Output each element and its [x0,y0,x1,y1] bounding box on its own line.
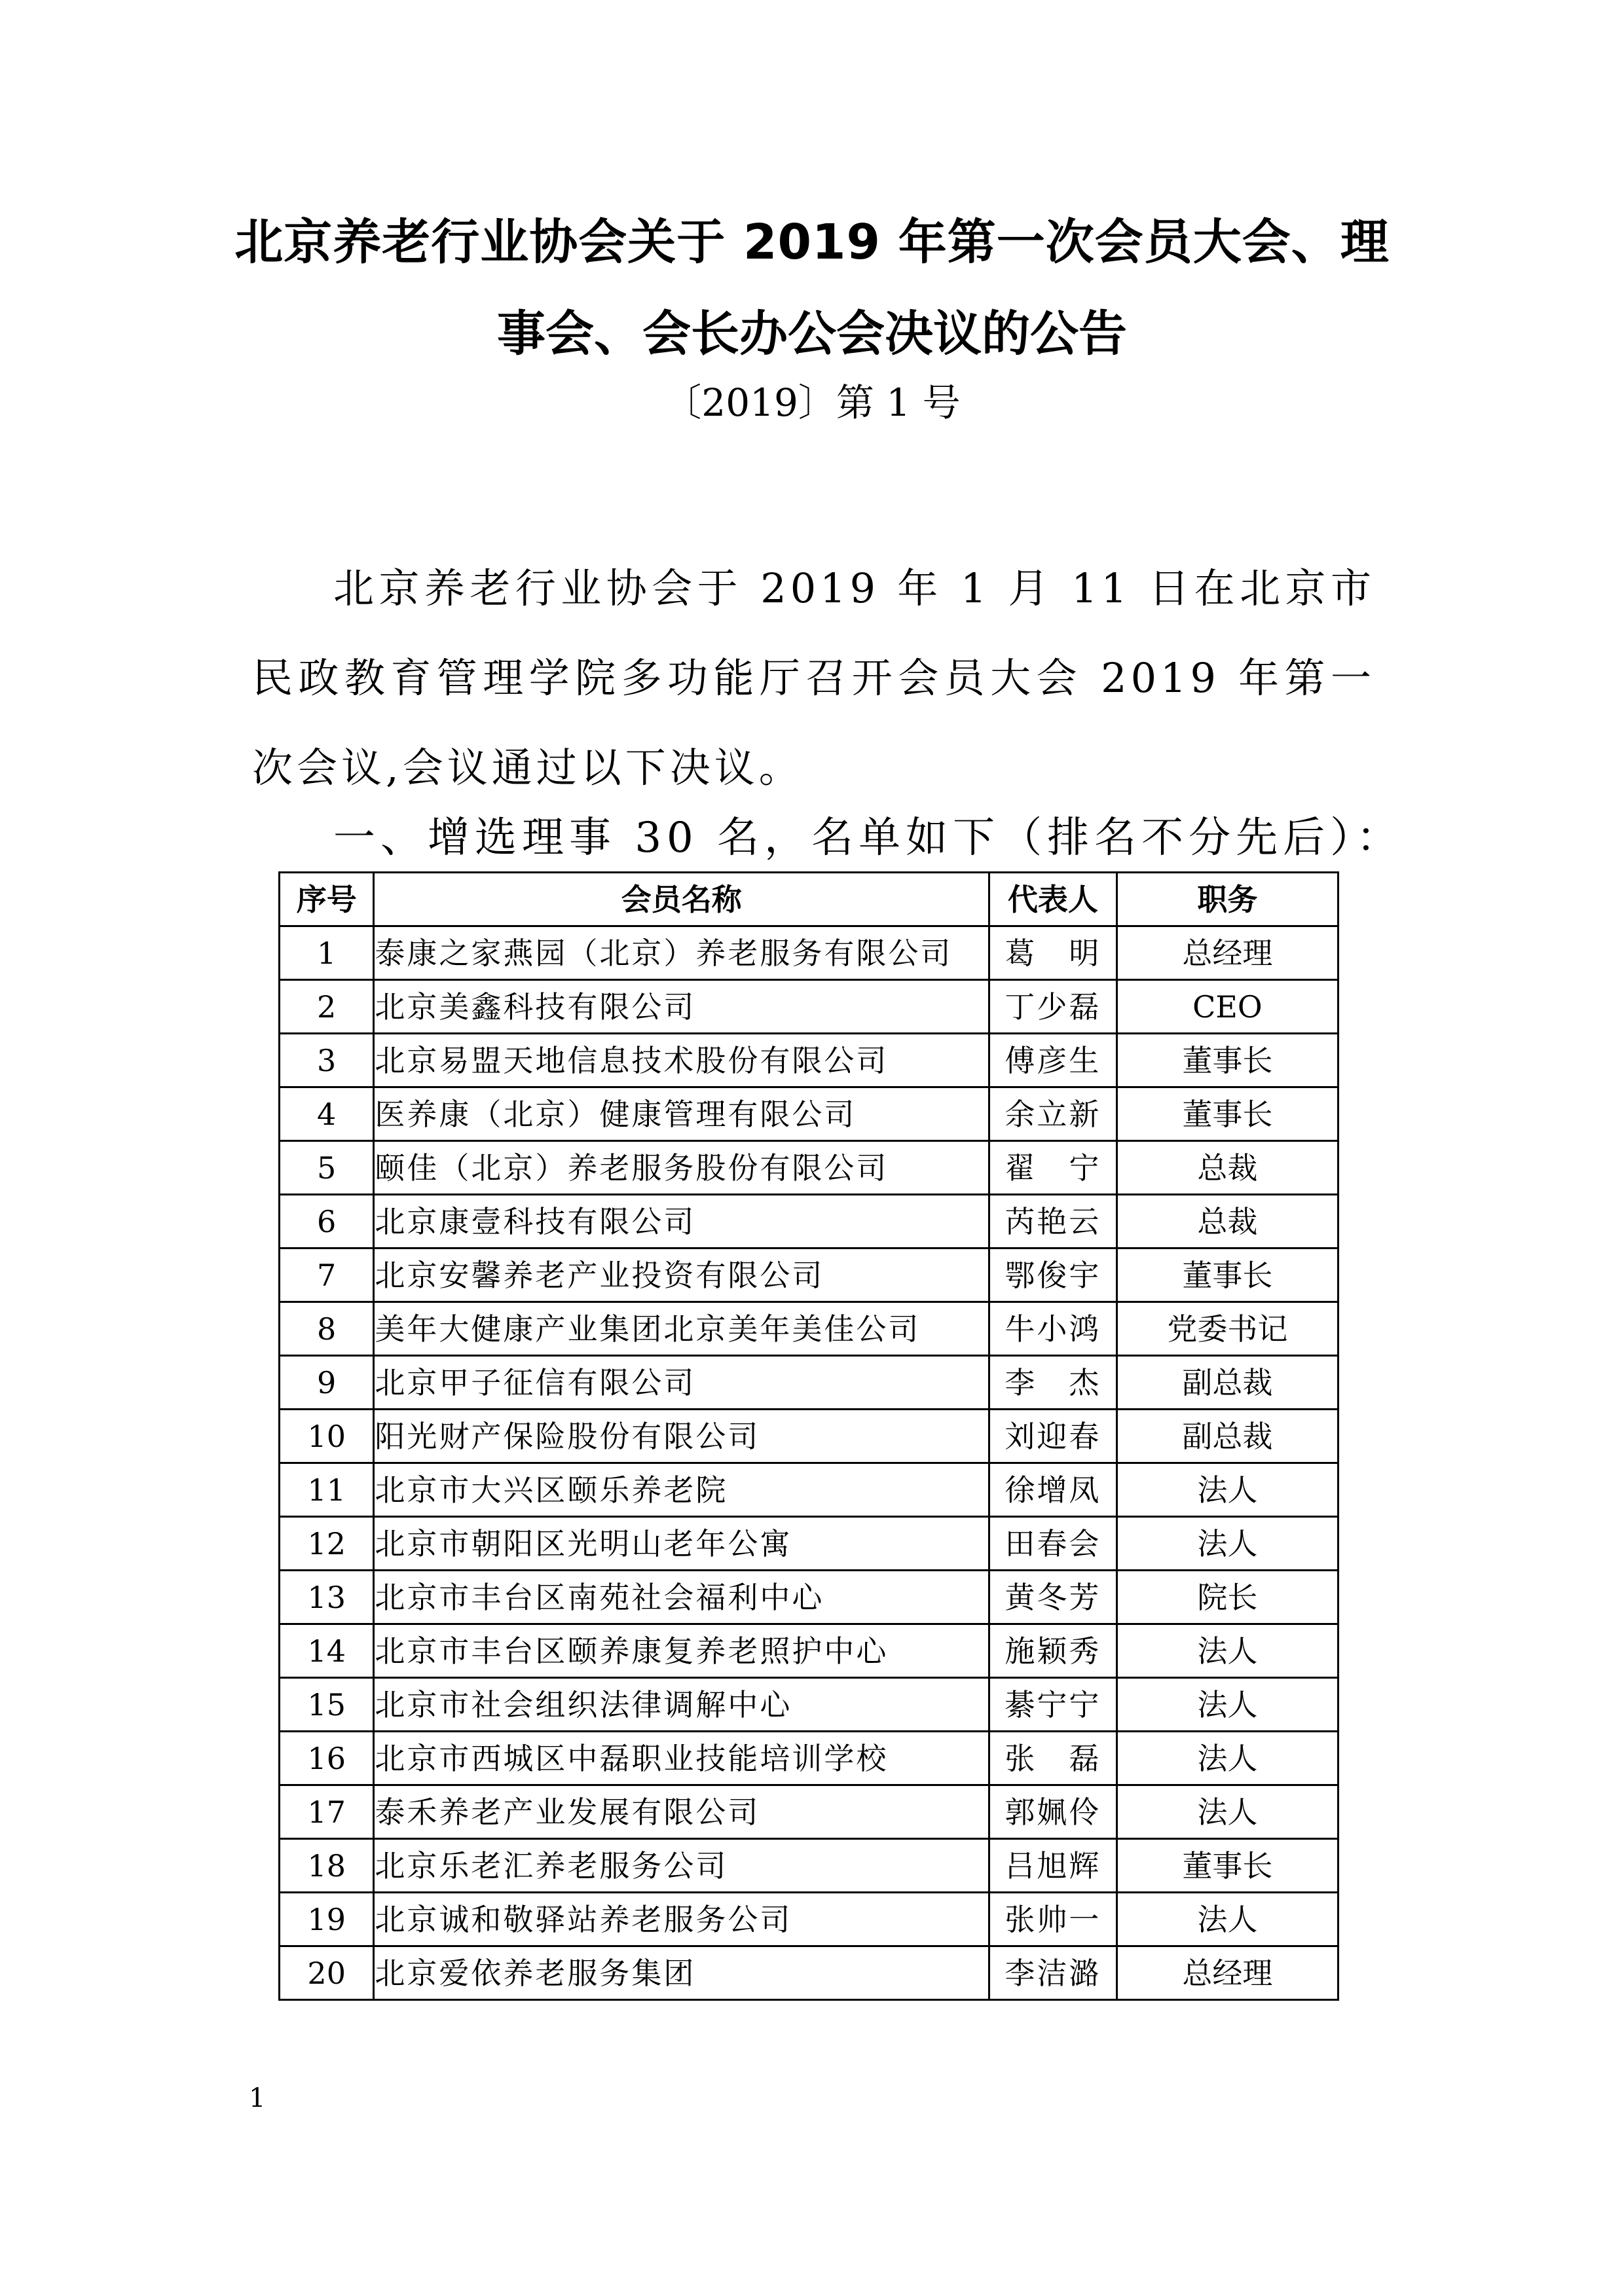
representative: 张 磊 [989,1732,1116,1785]
row-number: 15 [280,1678,374,1732]
representative: 刘迎春 [989,1410,1116,1463]
table-row [280,1087,1338,1141]
member-name: 北京易盟天地信息技术股份有限公司 [374,1034,989,1087]
position: CEO [1116,980,1338,1034]
row-number: 1 [280,926,374,980]
member-name: 泰康之家燕园（北京）养老服务有限公司 [374,926,989,980]
member-name: 北京市社会组织法律调解中心 [374,1678,989,1732]
row-number: 10 [280,1410,374,1463]
table-row [280,1571,1338,1624]
header-number: 序号 [280,873,374,926]
member-name: 北京安馨养老产业投资有限公司 [374,1248,989,1302]
position: 总裁 [1116,1141,1338,1195]
member-name: 北京市丰台区南苑社会福利中心 [374,1571,989,1624]
table-row [280,1410,1338,1463]
table-row [280,1732,1338,1785]
position: 总裁 [1116,1195,1338,1248]
member-name: 北京甲子征信有限公司 [374,1356,989,1410]
row-number: 20 [280,1946,374,2000]
member-name: 美年大健康产业集团北京美年美佳公司 [374,1302,989,1356]
member-name: 北京美鑫科技有限公司 [374,980,989,1034]
representative: 葛 明 [989,926,1116,980]
member-name: 医养康（北京）健康管理有限公司 [374,1087,989,1141]
member-name: 北京市西城区中磊职业技能培训学校 [374,1732,989,1785]
header-representative: 代表人 [989,873,1116,926]
representative: 翟 宁 [989,1141,1116,1195]
document-title [0,196,1624,380]
member-name: 北京康壹科技有限公司 [374,1195,989,1248]
member-name: 北京市大兴区颐乐养老院 [374,1463,989,1517]
position: 法人 [1116,1463,1338,1517]
title-line-1: 北京养老行业协会关于 2019 年第一次会员大会、理 [234,214,1390,270]
row-number: 18 [280,1839,374,1893]
representative: 芮艳云 [989,1195,1116,1248]
table-row [280,1517,1338,1571]
representative: 牛小鸿 [989,1302,1116,1356]
table-row [280,1302,1338,1356]
row-number: 2 [280,980,374,1034]
table-header-row [280,873,1338,926]
representative: 郭姵伶 [989,1785,1116,1839]
member-name: 颐佳（北京）养老服务股份有限公司 [374,1141,989,1195]
position: 董事长 [1116,1839,1338,1893]
member-name: 阳光财产保险股份有限公司 [374,1410,989,1463]
row-number: 14 [280,1624,374,1678]
row-number: 9 [280,1356,374,1410]
member-table [278,871,1339,2001]
row-number: 8 [280,1302,374,1356]
table-row [280,1785,1338,1839]
row-number: 11 [280,1463,374,1517]
table-row [280,1946,1338,2000]
row-number: 16 [280,1732,374,1785]
row-number: 5 [280,1141,374,1195]
page-number: 1 [249,2083,266,2113]
table-row [280,1624,1338,1678]
title-line-2: 事会、会长办公会决议的公告 [497,306,1127,362]
position: 董事长 [1116,1087,1338,1141]
header-position: 职务 [1116,873,1338,926]
row-number: 12 [280,1517,374,1571]
row-number: 3 [280,1034,374,1087]
position: 法人 [1116,1893,1338,1946]
representative: 李 杰 [989,1356,1116,1410]
representative: 田春会 [989,1517,1116,1571]
representative: 吕旭辉 [989,1839,1116,1893]
position: 法人 [1116,1624,1338,1678]
table-row [280,980,1338,1034]
row-number: 6 [280,1195,374,1248]
position: 院长 [1116,1571,1338,1624]
representative: 傅彦生 [989,1034,1116,1087]
member-name: 北京诚和敬驿站养老服务公司 [374,1893,989,1946]
position: 副总裁 [1116,1410,1338,1463]
table-row [280,926,1338,980]
table-row [280,1678,1338,1732]
member-name: 北京爱依养老服务集团 [374,1946,989,2000]
table-row [280,1463,1338,1517]
position: 法人 [1116,1732,1338,1785]
row-number: 7 [280,1248,374,1302]
position: 副总裁 [1116,1356,1338,1410]
representative: 黄冬芳 [989,1571,1116,1624]
position: 法人 [1116,1785,1338,1839]
table-row [280,1141,1338,1195]
table-row [280,1839,1338,1893]
table-row [280,1893,1338,1946]
position: 董事长 [1116,1248,1338,1302]
member-name: 北京乐老汇养老服务公司 [374,1839,989,1893]
position: 法人 [1116,1517,1338,1571]
position: 总经理 [1116,926,1338,980]
row-number: 4 [280,1087,374,1141]
table-row [280,1248,1338,1302]
table-row [280,1034,1338,1087]
representative: 丁少磊 [989,980,1116,1034]
representative: 鄂俊宇 [989,1248,1116,1302]
position: 党委书记 [1116,1302,1338,1356]
position: 总经理 [1116,1946,1338,2000]
intro-paragraph: 北京养老行业协会于 2019 年 1 月 11 日在北京市民政教育管理学院多功能厅召开会员大会 2019 年第一次会议,会议通过以下决议。 [252,564,1375,792]
item-1-heading: 一、增选理事 30 名，名单如下（排名不分先后）： [333,814,1404,862]
representative: 李洁潞 [989,1946,1116,2000]
table-row [280,1195,1338,1248]
table-row [280,1356,1338,1410]
member-table-body [280,926,1338,2000]
representative: 施颖秀 [989,1624,1116,1678]
document-number: 〔2019〕第 1 号 [663,380,961,425]
representative: 綦宁宁 [989,1678,1116,1732]
representative: 张帅一 [989,1893,1116,1946]
row-number: 13 [280,1571,374,1624]
row-number: 19 [280,1893,374,1946]
member-name: 泰禾养老产业发展有限公司 [374,1785,989,1839]
header-member-name: 会员名称 [374,873,989,926]
row-number: 17 [280,1785,374,1839]
position: 法人 [1116,1678,1338,1732]
representative: 余立新 [989,1087,1116,1141]
member-name: 北京市朝阳区光明山老年公寓 [374,1517,989,1571]
representative: 徐增凤 [989,1463,1116,1517]
member-name: 北京市丰台区颐养康复养老照护中心 [374,1624,989,1678]
position: 董事长 [1116,1034,1338,1087]
